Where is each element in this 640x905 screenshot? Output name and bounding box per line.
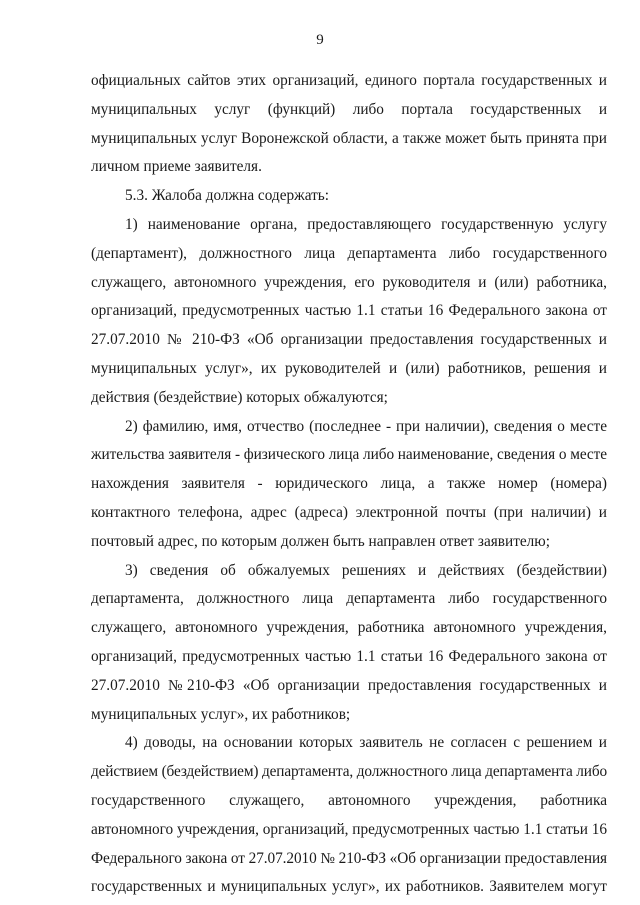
text-line: муниципальных услуг (функций) либо портала государственных и <box>91 100 607 118</box>
text-line: действия (бездействие) которых обжалуются; <box>91 388 388 406</box>
text-line: служащего, автономного учреждения, работника автономного учреждения, <box>91 619 607 637</box>
text-line: 27.07.2010 № 210-ФЗ «Об организации предоставления государственных и <box>91 331 607 349</box>
text-line: государственных и муниципальных услуг», их работников. Заявителем могут <box>91 878 607 896</box>
text-line: департамента, должностного лица департамента либо государственного <box>91 590 607 608</box>
text-line: организаций, предусмотренных частью 1.1 статьи 16 Федерального закона от <box>91 302 607 320</box>
text-line: 3) сведения об обжалуемых решениях и действиях (бездействии) <box>125 561 607 579</box>
text-line: Федерального закона от 27.07.2010 № 210-ФЗ «Об организации предоставления <box>91 849 608 867</box>
text-line: муниципальных услуг Воронежской области, а также может быть принята при <box>91 129 607 147</box>
text-line: 27.07.2010 №210-ФЗ «Об организации предоставления государственных и <box>91 676 607 694</box>
text-line: 5.3. Жалоба должна содержать: <box>125 187 330 205</box>
text-line: нахождения заявителя - юридического лица, а также номер (номера) <box>91 475 607 493</box>
text-line: государственного служащего, автономного учреждения, работника <box>91 791 607 809</box>
text-line: жительства заявителя - физического лица либо наименование, сведения о месте <box>91 446 608 464</box>
text-line: автономного учреждения, организаций, предусмотренных частью 1.1 статьи 16 <box>91 820 607 838</box>
text-line: муниципальных услуг», их руководителей и (или) работников, решения и <box>91 359 607 377</box>
text-line: (департамент), должностного лица департамента либо государственного <box>91 244 607 262</box>
text-line: 1) наименование органа, предоставляющего государственную услугу <box>125 215 607 233</box>
text-line: организаций, предусмотренных частью 1.1 статьи 16 Федерального закона от <box>91 647 607 665</box>
page-number: 9 <box>316 32 324 48</box>
text-line: личном приеме заявителя. <box>91 158 262 176</box>
text-line: служащего, автономного учреждения, его руководителя и (или) работника, <box>91 273 607 291</box>
text-line: почтовый адрес, по которым должен быть направлен ответ заявителю; <box>91 532 550 550</box>
text-line: муниципальных услуг», их работников; <box>91 705 351 723</box>
text-line: 4) доводы, на основании которых заявитель не согласен с решением и <box>125 734 607 752</box>
text-line: официальных сайтов этих организаций, единого портала государственных и <box>91 72 607 89</box>
text-line: 2) фамилию, имя, отчество (последнее - при наличии), сведения о месте <box>125 417 607 435</box>
body-text <box>91 67 607 902</box>
text-line: контактного телефона, адрес (адреса) электронной почты (при наличии) и <box>91 503 607 521</box>
text-line: действием (бездействием) департамента, должностного лица департамента либо <box>91 763 608 781</box>
